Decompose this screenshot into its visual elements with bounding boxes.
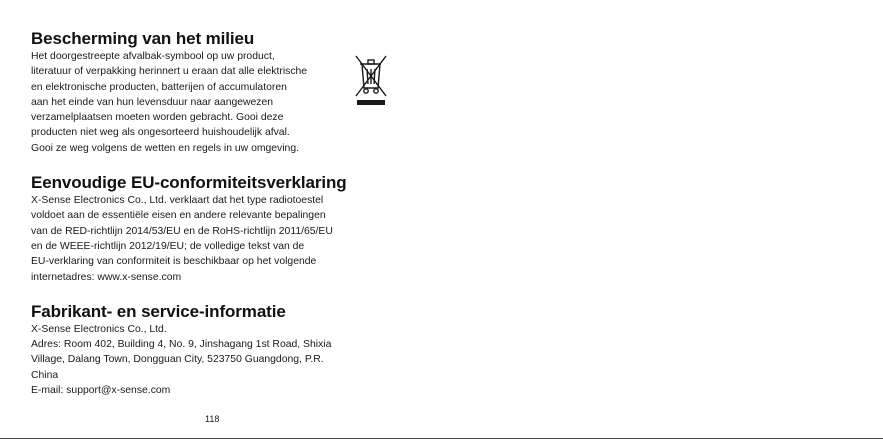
section-conformity xyxy=(31,172,383,285)
conformity-line: X-Sense Electronics Co., Ltd. verklaart dat het type radiotoestel xyxy=(31,195,324,207)
environment-line: verzamelplaatsen moeten worden gebracht. Gooi deze xyxy=(31,112,284,124)
manufacturer-line: E-mail: support@x-sense.com xyxy=(31,385,171,397)
section-manufacturer xyxy=(31,301,383,398)
conformity-line: EU-verklaring van conformiteit is beschikbaar op het volgende xyxy=(31,256,317,268)
environment-line: literatuur of verpakking herinnert u eraan dat alle elektrische xyxy=(31,66,308,78)
section-title-environment: Bescherming van het milieu xyxy=(31,29,255,48)
environment-line: Het doorgestreepte afvalbak-symbool op uw product, xyxy=(31,51,275,62)
environment-line: en elektronische producten, batterijen of accumulatoren xyxy=(31,81,287,93)
manufacturer-line: China xyxy=(31,369,59,381)
section-environment xyxy=(31,28,383,156)
conformity-line: voldoet aan de essentiële eisen en andere relevante bepalingen xyxy=(31,210,326,222)
document-page xyxy=(31,28,383,414)
conformity-text xyxy=(31,193,383,285)
environment-line: aan het einde van hun levensduur naar aangewezen xyxy=(31,96,274,108)
section-title-conformity: Eenvoudige EU-conformiteitsverklaring xyxy=(31,173,347,193)
manufacturer-text xyxy=(31,322,383,398)
environment-line: Gooi ze weg volgens de wetten en regels in uw omgeving. xyxy=(31,142,300,154)
section-title-manufacturer: Fabrikant- en service-informatie xyxy=(31,301,286,321)
crossed-out-wheelie-bin-icon xyxy=(354,52,388,108)
manufacturer-line: X-Sense Electronics Co., Ltd. xyxy=(31,323,167,335)
environment-text xyxy=(31,49,383,156)
environment-line: producten niet weg als ongesorteerd huishoudelijk afval. xyxy=(31,127,290,139)
page-number: 118 xyxy=(205,414,220,424)
page-divider xyxy=(0,438,883,439)
manufacturer-line: Adres: Room 402, Building 4, No. 9, Jinshagang 1st Road, Shixia xyxy=(31,339,332,351)
conformity-line: en de WEEE-richtlijn 2012/19/EU; de volledige tekst van de xyxy=(31,240,305,252)
conformity-line: van de RED-richtlijn 2014/53/EU en de RoHS-richtlijn 2011/65/EU xyxy=(31,225,333,237)
manufacturer-line: Village, Dalang Town, Dongguan City, 523750 Guangdong, P.R. xyxy=(31,354,324,366)
conformity-line: internetadres: www.x-sense.com xyxy=(31,271,182,283)
